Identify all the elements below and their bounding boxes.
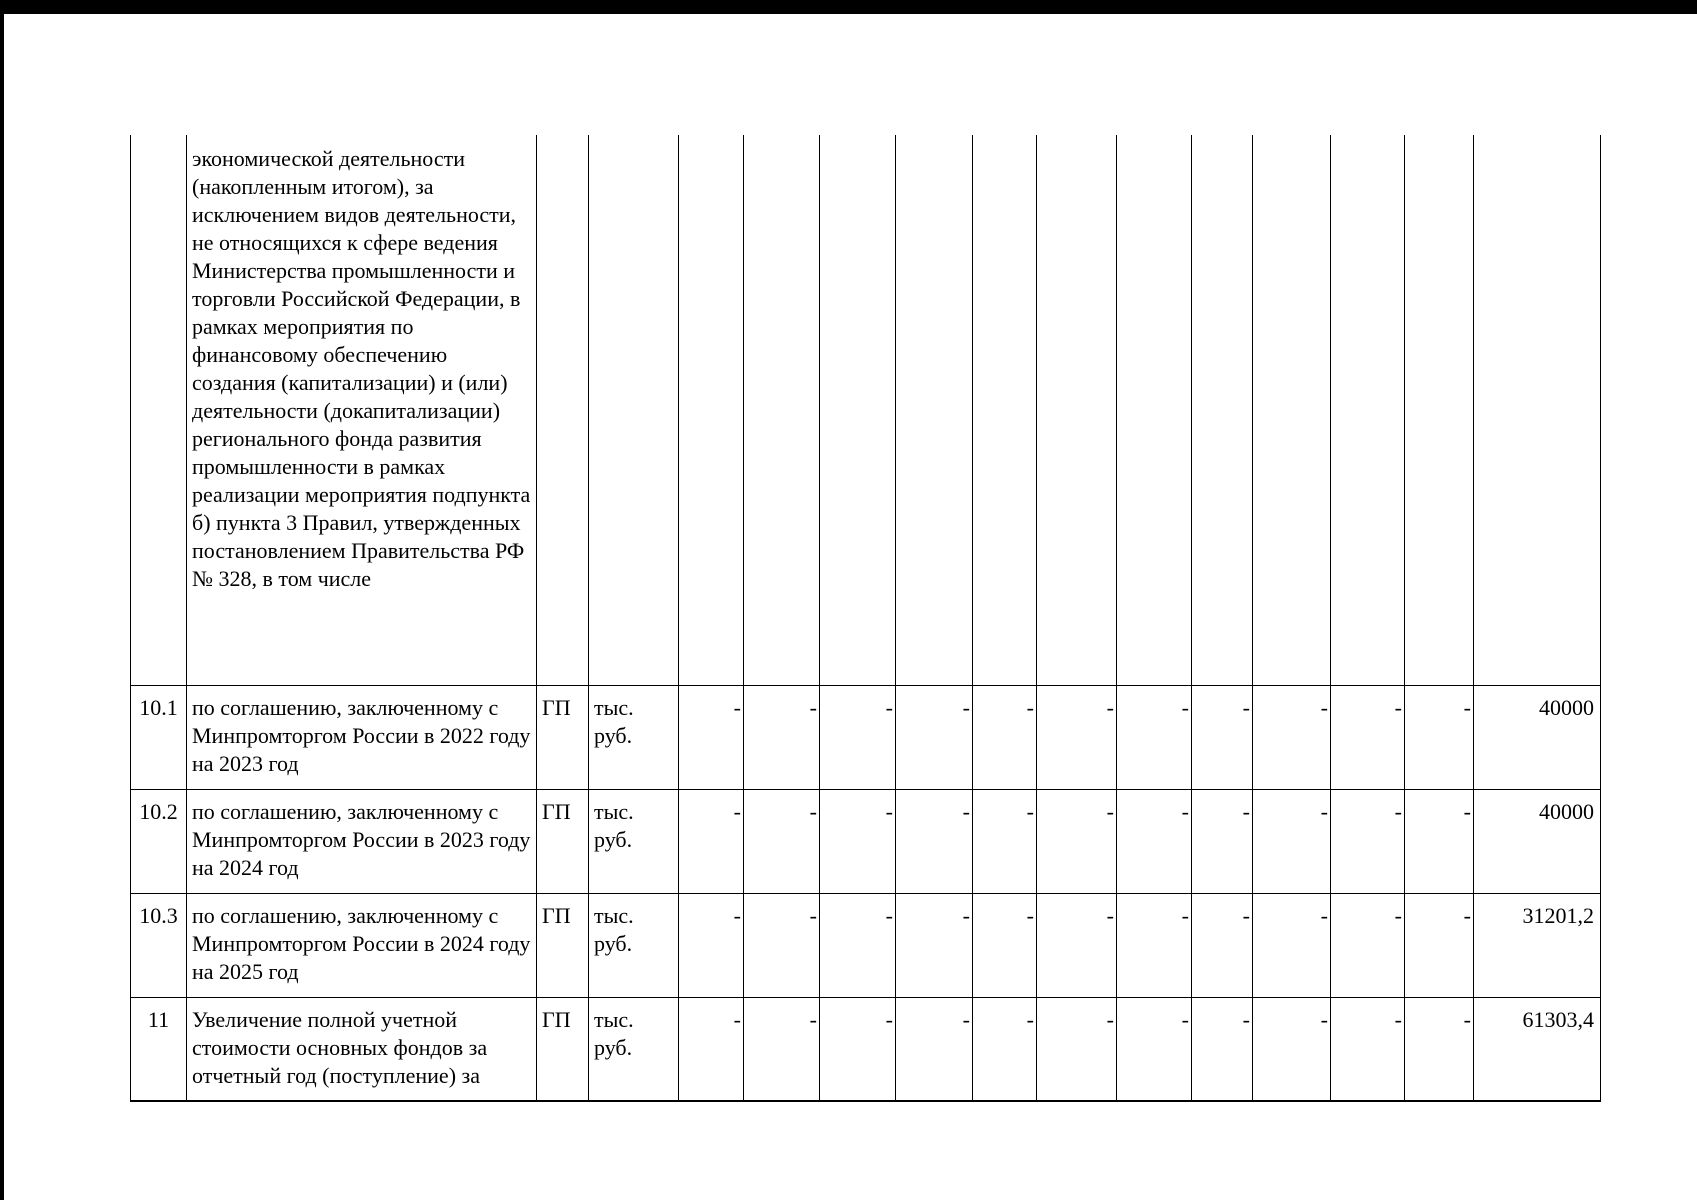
cell-value: - (744, 893, 820, 997)
cell-name: по соглашению, заключенному с Минпромторгом России в 2022 году на 2023 год (187, 685, 537, 789)
cell-value: - (896, 685, 973, 789)
cell-value: - (1192, 893, 1253, 997)
cell-unit: тыс. руб. (589, 997, 679, 1101)
cell-value: - (744, 789, 820, 893)
cell-total: 40000 (1474, 685, 1601, 789)
cell-value (896, 135, 973, 685)
cell-value (1331, 135, 1405, 685)
cell-value: - (1117, 893, 1192, 997)
cell-value: - (1037, 685, 1117, 789)
cell-total (1474, 135, 1601, 685)
table-row-continuation (131, 135, 1601, 685)
cell-num: 10.3 (131, 893, 187, 997)
cell-value: - (1117, 685, 1192, 789)
cell-value: - (1117, 997, 1192, 1101)
cell-value: - (679, 789, 744, 893)
cell-name: Увеличение полной учетной стоимости основных фондов за отчетный год (поступление) за (187, 997, 537, 1101)
cell-value (1117, 135, 1192, 685)
cell-value (820, 135, 896, 685)
cell-value: - (1253, 997, 1331, 1101)
cell-value: - (896, 997, 973, 1101)
cell-value (1192, 135, 1253, 685)
cell-value: - (744, 997, 820, 1101)
cell-value: - (1117, 789, 1192, 893)
cell-value (679, 135, 744, 685)
cell-resp: ГП (537, 893, 589, 997)
cell-value: - (820, 893, 896, 997)
cell-value: - (1405, 789, 1474, 893)
cell-value: - (1037, 893, 1117, 997)
cell-value: - (1253, 893, 1331, 997)
cell-num (131, 135, 187, 685)
cell-value: - (744, 685, 820, 789)
cell-name-continuation: экономической деятельности (накопленным итогом), за исключением видов деятельности, не относящихся к сфере ведения Министерства промышленности и торговли Российской Федерации, в рамках мероприятия по финансовому обеспечению создания (капитализации) и (или) деятельности (докапитализации) регионального фонда развития промышленности в рамках реализации мероприятия подпункта б) пункта 3 Правил, утвержденных постановлением Правительства РФ № 328, в том числе (187, 135, 537, 685)
cell-unit (589, 135, 679, 685)
cell-value: - (896, 893, 973, 997)
cell-value: - (820, 685, 896, 789)
cell-value (1253, 135, 1331, 685)
cell-value: - (896, 789, 973, 893)
cell-total: 40000 (1474, 789, 1601, 893)
cell-value: - (820, 789, 896, 893)
cell-total: 61303,4 (1474, 997, 1601, 1101)
cell-value: - (1192, 997, 1253, 1101)
cell-unit: тыс. руб. (589, 789, 679, 893)
table-row-10-2 (131, 789, 1601, 893)
cell-value: - (1405, 685, 1474, 789)
cell-unit: тыс. руб. (589, 893, 679, 997)
cell-value (1405, 135, 1474, 685)
cell-value: - (1192, 789, 1253, 893)
cell-value (973, 135, 1037, 685)
left-scan-border (0, 0, 4, 1200)
cell-value (744, 135, 820, 685)
cell-value: - (1405, 997, 1474, 1101)
cell-value: - (1253, 685, 1331, 789)
cell-value: - (1037, 997, 1117, 1101)
cell-value: - (1331, 789, 1405, 893)
cell-value: - (973, 997, 1037, 1101)
cell-value: - (1037, 789, 1117, 893)
cell-value: - (1331, 893, 1405, 997)
cell-total: 31201,2 (1474, 893, 1601, 997)
cell-resp (537, 135, 589, 685)
cell-value: - (973, 685, 1037, 789)
cell-num: 11 (131, 997, 187, 1101)
cell-value: - (973, 893, 1037, 997)
cell-value: - (679, 685, 744, 789)
indicators-table (130, 135, 1601, 1102)
cell-resp: ГП (537, 685, 589, 789)
cell-value (1037, 135, 1117, 685)
cell-num: 10.2 (131, 789, 187, 893)
cell-num: 10.1 (131, 685, 187, 789)
table-row-10-1 (131, 685, 1601, 789)
table-row-10-3 (131, 893, 1601, 997)
cell-value: - (1253, 789, 1331, 893)
cell-name: по соглашению, заключенному с Минпромторгом России в 2023 году на 2024 год (187, 789, 537, 893)
cell-value: - (679, 893, 744, 997)
table-row-11 (131, 997, 1601, 1101)
top-scan-border (0, 0, 1697, 14)
cell-resp: ГП (537, 789, 589, 893)
cell-unit: тыс. руб. (589, 685, 679, 789)
cell-value: - (1331, 685, 1405, 789)
cell-resp: ГП (537, 997, 589, 1101)
cell-value: - (820, 997, 896, 1101)
cell-value: - (1192, 685, 1253, 789)
cell-value: - (1405, 893, 1474, 997)
cell-name: по соглашению, заключенному с Минпромторгом России в 2024 году на 2025 год (187, 893, 537, 997)
cell-value: - (973, 789, 1037, 893)
cell-value: - (679, 997, 744, 1101)
cell-value: - (1331, 997, 1405, 1101)
